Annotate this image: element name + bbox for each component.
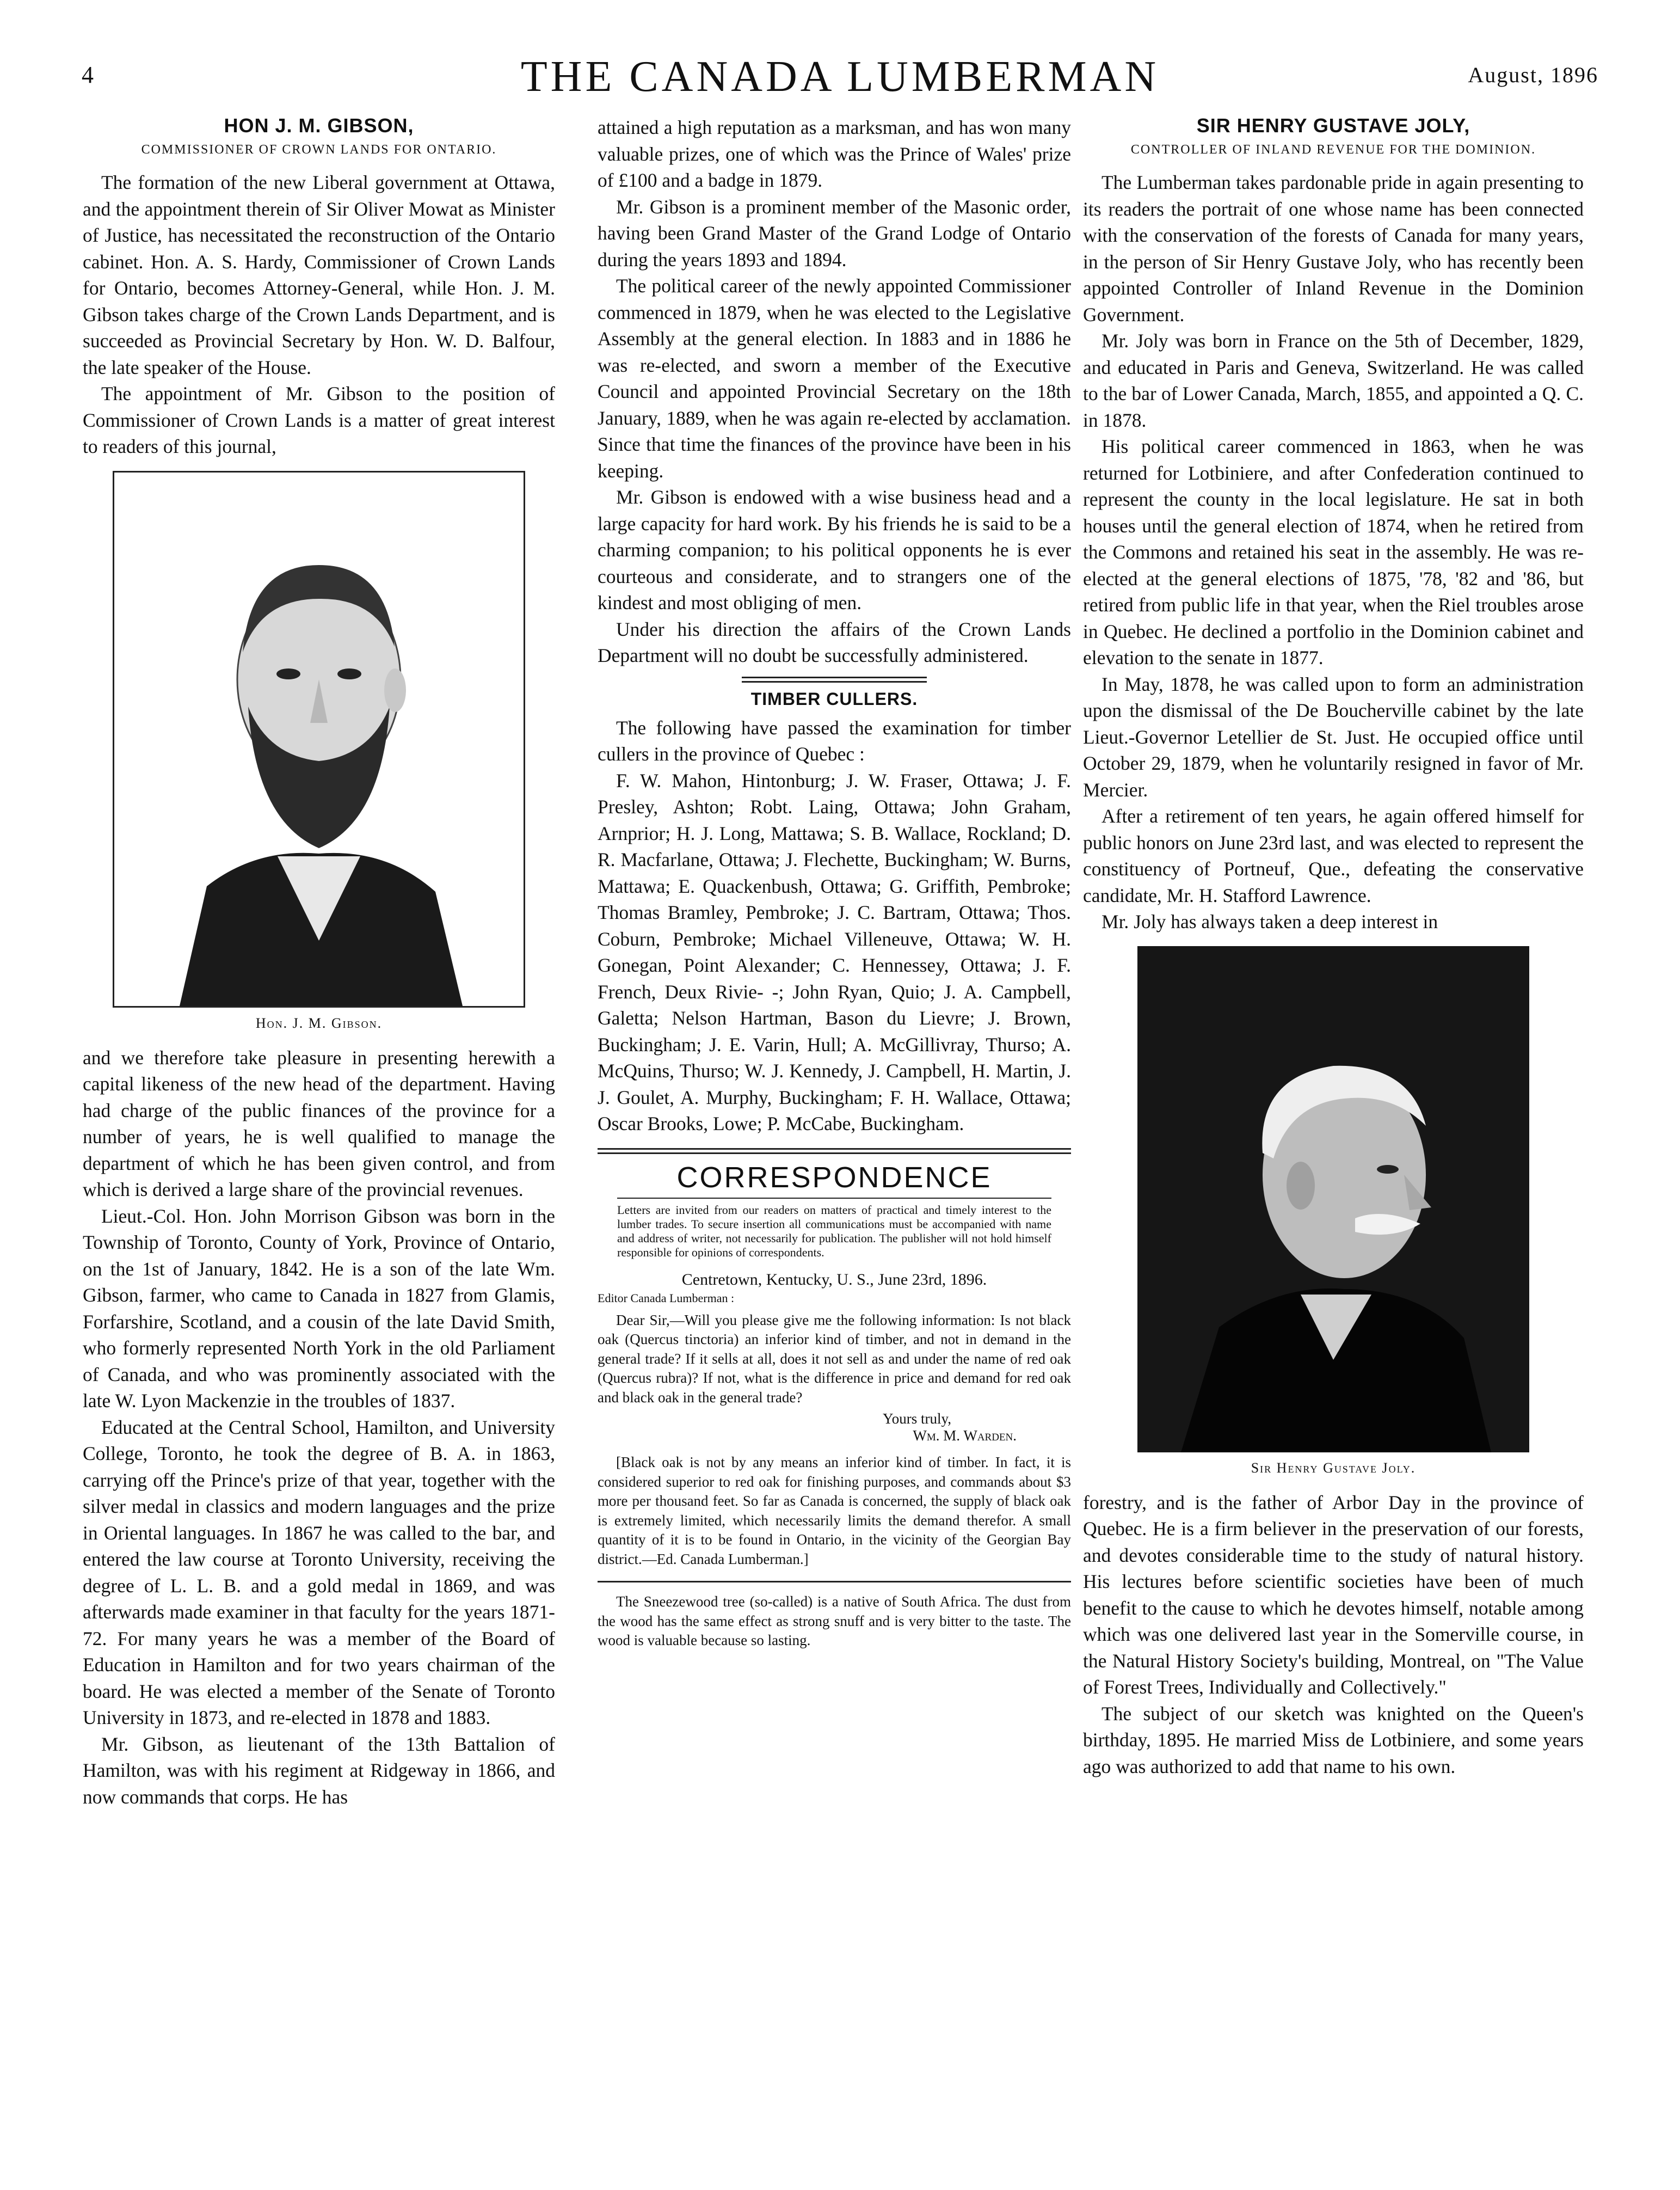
gibson-continued-paragraph: Under his direction the affairs of the Crown Lands Department will no doubt be successfully administered. [598, 618, 1071, 666]
letter-body: Dear Sir,—Will you please give me the following information: Is not black oak (Quercus tinctoria) an inferior kind of timber, and not in demand in the general trade? If it sells at all, does it not sell as and under the name of red oak (Quercus rubra)? If not, what is the difference in price and demand for red oak and black oak in the general trade? [598, 1311, 1071, 1406]
editor-reply: [Black oak is not by any means an inferior kind of timber. In fact, it is considered superior to red oak for finishing purposes, and commands about $3 more per thousand feet. So far as Canada is concerned, the supply of black oak is extremely limited, which necessarily limits the demand therefor. A small quantity of it is to be found in Ontario, in the vicinity of the Georgian Bay district.—Ed. Canada Lumberman.] [598, 1454, 1071, 1567]
gibson-portrait [113, 471, 525, 1008]
joly-paragraph: Mr. Joly was born in France on the 5th of December, 1829, and educated in Paris and Geneva, Switzerland. He was called to the bar of Lower Canada, March, 1855, and appointed a Q. C. in 1878. [1083, 330, 1584, 431]
joly-paragraph: After a retirement of ten years, he again offered himself for public honors on June 23rd last, and was elected to represent the constituency of Portneuf, Que., defeating the conservative candidate, Mr. H. Stafford Lawrence. [1083, 805, 1584, 906]
section-divider [742, 677, 927, 683]
joly-paragraph: forestry, and is the father of Arbor Day in the province of Quebec. He is a firm believer in the preservation of our forests, and devotes considerable time to the study of natural history. His lectures before scientific societies have been of much benefit to the cause to which he devotes himself, notable among which was one delivered last year in the Somerville course, in the Natural History Society's building, Montreal, on "The Value of Forest Trees, Individually and Collectively." [1083, 1491, 1584, 1698]
gibson-continued-paragraph: Mr. Gibson is endowed with a wise business head and a large capacity for hard work. By his friends he is said to be a charming companion; to his political opponents he is ever courteous and considerate, and to strangers one of the kindest and most obliging of men. [598, 486, 1071, 614]
page-number: 4 [82, 62, 94, 88]
correspondence-letter-block [598, 1271, 1071, 1651]
joly-portrait [1137, 946, 1529, 1452]
letter-addressee: Editor Canada Lumberman : [598, 1291, 735, 1305]
gibson-paragraph: The formation of the new Liberal government at Ottawa, and the appointment therein of Sir Oliver Mowat as Minister of Justice, has necessitated the reconstruction of the Ontario cabinet. Hon. A. S. Hardy, Commissioner of Crown Lands for Ontario, becomes Attorney-General, while Hon. J. M. Gibson takes charge of the Crown Lands Department, and is succeeded as Provincial Secretary by Hon. W. D. Balfour, the late speaker of the House. [83, 171, 555, 378]
cullers-title: TIMBER CULLERS. [750, 689, 918, 709]
issue-date: August, 1896 [1468, 63, 1598, 87]
gibson-subtitle: COMMISSIONER OF CROWN LANDS FOR ONTARIO. [141, 143, 497, 157]
gibson-paragraph: Mr. Gibson, as lieutenant of the 13th Battalion of Hamilton, was with his regiment at Ridgeway in 1866, and now commands that corps. He has [83, 1733, 555, 1808]
joly-subtitle: CONTROLLER OF INLAND REVENUE FOR THE DOMINION. [1130, 143, 1536, 157]
gibson-continued-paragraph: The political career of the newly appointed Commissioner commenced in 1879, when he was elected to the Legislative Assembly at the general election. In 1883 and in 1886 he was re-elected, and sworn a member of the Executive Council and appointed Provincial Secretary on the 18th January, 1889, when he was again re-elected by acclamation. Since that time the finances of the province have been in his keeping. [598, 275, 1071, 482]
gibson-portrait-caption: Hon. J. M. Gibson. [255, 1015, 383, 1031]
joly-portrait-image [1137, 946, 1529, 1452]
gibson-portrait-image [114, 473, 524, 1006]
section-divider [598, 1581, 1071, 1582]
joly-paragraph: His political career commenced in 1863, when he was returned for Lotbiniere, and after Confederation continued to represent the county in the local legislature. He sat in both houses until the general election of 1874, when he retired from the Commons and retained his seat in the assembly. He was re-elected at the general elections of 1875, '78, '82 and '86, but retired from public life in that year, when the Riel troubles arose in Quebec. He declined a portfolio in the Dominion cabinet and elevation to the senate in 1877. [1083, 435, 1584, 668]
section-divider [598, 1148, 1071, 1154]
gibson-paragraph: The appointment of Mr. Gibson to the position of Commissioner of Crown Lands is a matter of great interest to readers of this journal, [83, 383, 555, 457]
gibson-title: HON J. M. GIBSON, [224, 114, 414, 137]
sneezewood-note: The Sneezewood tree (so-called) is a native of South Africa. The dust from the wood has the same effect as strong snuff and is very bitter to the taste. The wood is valuable because so lasting. [598, 1593, 1071, 1648]
cullers-names: F. W. Mahon, Hintonburg; J. W. Fraser, Ottawa; J. F. Presley, Ashton; Robt. Laing, Ottawa; John Graham, Arnprior; H. J. Long, Mattawa; S. B. Wallace, Rockland; D. R. Macfarlane, Ottawa; J. Flechette, Buckingham; W. Burns, Mattawa; E. Quackenbush, Ottawa; G. Griffith, Pembroke; Thomas Bramley, Pembroke; J. C. Bartram, Ottawa; Thos. Coburn, Pembroke; Michael Villeneuve, Ottawa; W. H. Gonegan, Point Alexander; C. Hennessey, Ottawa; J. F. French, Deux Rivie- -; John Ryan, Quio; J. A. Campbell, Galetta; Nelson Hartman, Bason du Lievre; J. Brown, Buckingham; J. E. Varin, Hull; A. McGillivray, Thurso; A. McQuins, Thurso; W. J. Kennedy, J. Campbell, H. Martin, J. J. Goulet, A. Murphy, Buckingham; F. H. Wallace, Ottawa; Oscar Brooks, Lowe; P. McCabe, Buckingham. [598, 769, 1071, 1134]
joly-paragraph: The subject of our sketch was knighted on the Queen's birthday, 1895. He married Miss de Lotbiniere, and some years ago was authorized to add that name to his own. [1083, 1702, 1584, 1777]
correspondence-note: Letters are invited from our readers on matters of practical and timely interest to the lumber trades. To secure insertion all communications must be accompanied with name and address of writer, not necessarily for publication. The publisher will not hold himself responsible for opinions of correspondents. [617, 1198, 1051, 1260]
joly-paragraph: The Lumberman takes pardonable pride in again presenting to its readers the portrait of one whose name has been connected with the conservation of the forests of Canada for many years, in the person of Sir Henry Gustave Joly, who has recently been appointed Controller of Inland Revenue in the Dominion Government. [1083, 171, 1584, 326]
joly-paragraph: Mr. Joly has always taken a deep interest in [1101, 911, 1438, 933]
letter-dateline: Centretown, Kentucky, U. S., June 23rd, 1896. [681, 1270, 987, 1289]
joly-paragraph: In May, 1878, he was called upon to form an administration upon the dismissal of the De Boucherville cabinet by the late Lieut.-Governor Letellier de St. Just. He occupied office until October 29, 1879, when he voluntarily resigned in favor of Mr. Mercier. [1083, 673, 1584, 801]
gibson-paragraph: Lieut.-Col. Hon. John Morrison Gibson was born in the Township of Toronto, County of York, Province of Ontario, on the 1st of January, 1842. He is a son of the late Wm. Gibson, farmer, who came to Canada in 1827 from Glamis, Forfarshire, Scotland, and a cousin of the late David Smith, who formerly represented North York in the old Parliament of Canada, and who was prominently associated with the late W. Lyon Mackenzie in the troubles of 1837. [83, 1205, 555, 1412]
correspondence-title: CORRESPONDENCE [676, 1161, 992, 1194]
column-2 [598, 114, 1071, 1651]
gibson-paragraph: and we therefore take pleasure in presenting herewith a capital likeness of the new head of the department. Having had charge of the public finances of the province for a number of years, he is well qualified to manage the department of which he has been given control, and from which is derived a large share of the provincial revenues. [83, 1046, 555, 1200]
column-1 [83, 114, 555, 1810]
letter-closing: Yours truly, [882, 1410, 951, 1427]
gibson-continued-paragraph: Mr. Gibson is a prominent member of the Masonic order, having been Grand Master of the Grand Lodge of Ontario during the years 1893 and 1894. [598, 195, 1071, 271]
gibson-paragraph: Educated at the Central School, Hamilton, and University College, Toronto, he took the degree of B. A. in 1863, carrying off the Prince's prize of that year, together with the silver medal in classics and modern languages and the prize in Oriental languages. In 1867 he was called to the bar, and entered the law course at Toronto University, receiving the degree of L. L. B. and a gold medal in 1869, and was afterwards made examiner in that faculty for the years 1871-72. For many years he was a member of the Board of Education in Hamilton and for two years chairman of the board. He was elected a member of the Senate of Toronto University in 1873, and re-elected in 1878 and 1883. [83, 1416, 555, 1728]
joly-title: SIR HENRY GUSTAVE JOLY, [1196, 114, 1470, 137]
letter-signature: Wm. M. Warden. [913, 1427, 1017, 1444]
masthead: THE CANADA LUMBERMAN [520, 53, 1160, 101]
column-3 [1083, 114, 1584, 1780]
gibson-continued-paragraph: attained a high reputation as a marksman, and has won many valuable prizes, one of which was the Prince of Wales' prize of £100 and a badge in 1879. [598, 116, 1071, 191]
joly-portrait-caption: Sir Henry Gustave Joly. [1251, 1459, 1416, 1476]
cullers-intro: The following have passed the examination for timber cullers in the province of Quebec : [598, 716, 1071, 765]
